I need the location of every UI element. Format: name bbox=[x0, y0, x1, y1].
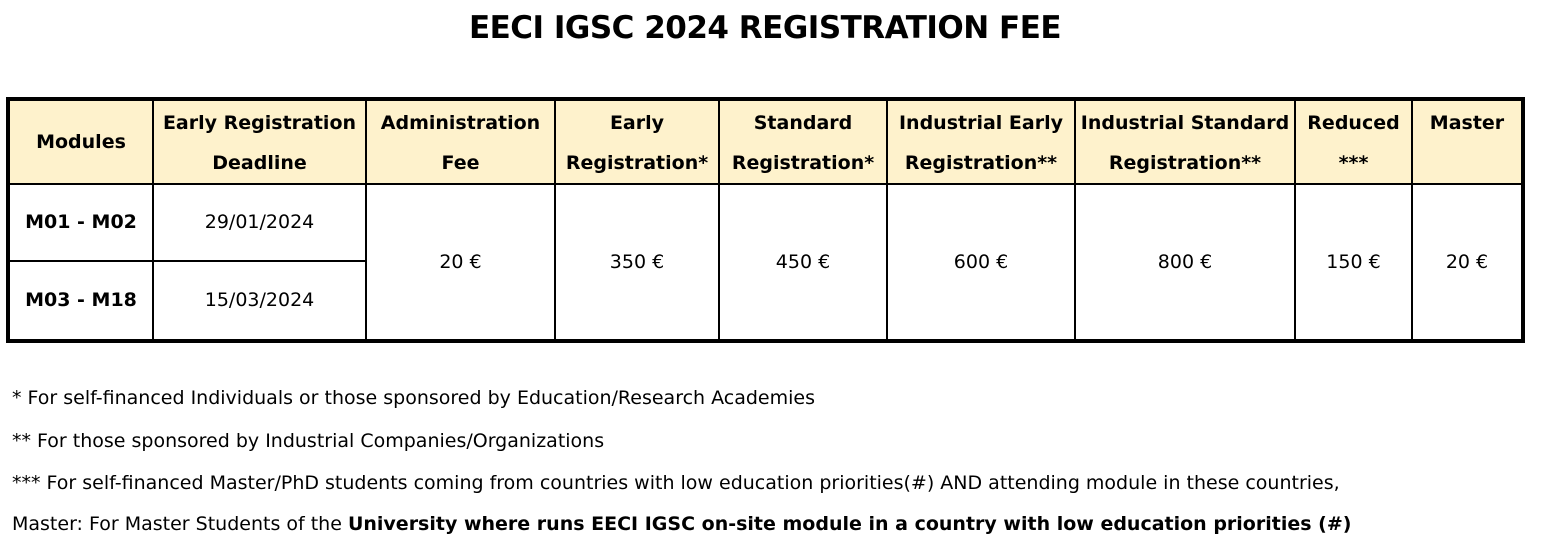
header-standard-registration: Standard Registration* bbox=[719, 99, 887, 184]
header-industrial-early: Industrial Early Registration** bbox=[887, 99, 1075, 184]
footnote-master-prefix: Master: For Master Students of the bbox=[12, 513, 348, 535]
footnote-master-bold: University where runs EECI IGSC on-site module in a country with low education priorities (#) bbox=[347, 513, 1352, 535]
deadline-cell: 29/01/2024 bbox=[153, 184, 366, 261]
footnote-master bbox=[12, 504, 1542, 545]
registration-fee-table bbox=[6, 97, 1525, 343]
administration-fee-cell: 20 € bbox=[366, 184, 555, 341]
header-master: Master bbox=[1412, 99, 1523, 184]
header-administration-fee: Administration Fee bbox=[366, 99, 555, 184]
module-cell: M03 - M18 bbox=[8, 261, 153, 341]
header-early-registration: Early Registration* bbox=[555, 99, 719, 184]
reduced-cell: 150 € bbox=[1295, 184, 1412, 341]
footnotes bbox=[12, 378, 1542, 545]
industrial-early-cell: 600 € bbox=[887, 184, 1075, 341]
deadline-cell: 15/03/2024 bbox=[153, 261, 366, 341]
footnote-single-star: * For self-financed Individuals or those sponsored by Education/Research Academies bbox=[12, 387, 816, 409]
footnote-double-star: ** For those sponsored by Industrial Companies/Organizations bbox=[12, 430, 605, 452]
table-row bbox=[8, 184, 1523, 261]
header-row bbox=[8, 99, 1523, 184]
header-industrial-standard: Industrial Standard Registration** bbox=[1075, 99, 1295, 184]
footnote-triple-star: *** For self-financed Master/PhD students coming from countries with low education priorities(#) AND attending module in these countries, bbox=[12, 472, 1340, 494]
header-modules: Modules bbox=[8, 99, 153, 184]
header-early-deadline: Early Registration Deadline bbox=[153, 99, 366, 184]
master-cell: 20 € bbox=[1412, 184, 1523, 341]
industrial-standard-cell: 800 € bbox=[1075, 184, 1295, 341]
page-title: EECI IGSC 2024 REGISTRATION FEE bbox=[468, 10, 1062, 46]
standard-registration-cell: 450 € bbox=[719, 184, 887, 341]
early-registration-cell: 350 € bbox=[555, 184, 719, 341]
header-reduced: Reduced *** bbox=[1295, 99, 1412, 184]
module-cell: M01 - M02 bbox=[8, 184, 153, 261]
